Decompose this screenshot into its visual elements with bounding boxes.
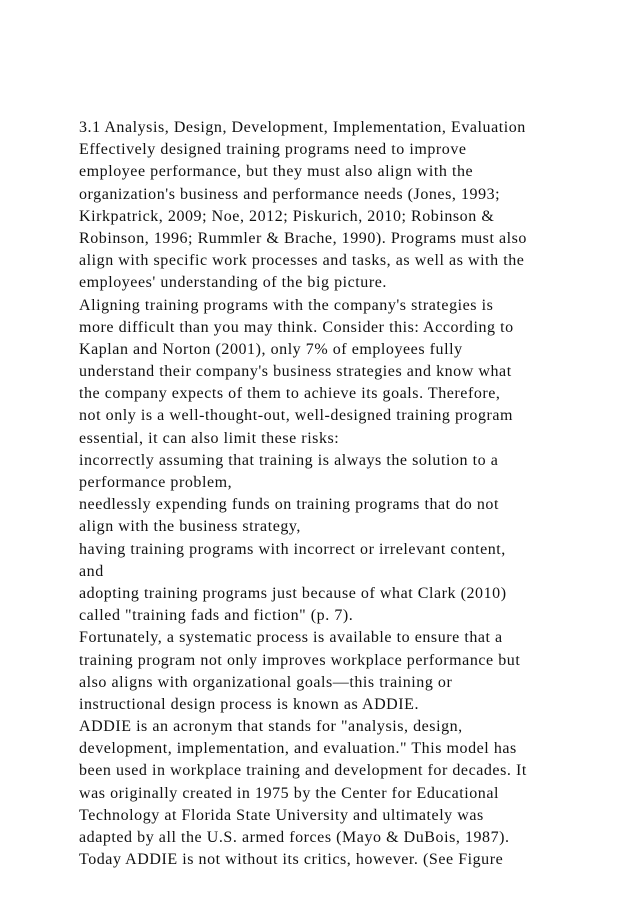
text-line: Effectively designed training programs need to improve <box>79 141 467 159</box>
text-line: and <box>79 562 104 580</box>
text-line: employees' understanding of the big picture. <box>79 274 387 292</box>
text-line: performance problem, <box>79 474 233 491</box>
heading-line: 3.1 Analysis, Design, Development, Implementation, Evaluation <box>79 119 526 136</box>
text-line: training program not only improves workplace performance but <box>79 651 521 669</box>
text-line: understand their company's business strategies and know what <box>79 363 512 381</box>
body-text <box>79 117 579 871</box>
text-line: Kirkpatrick, 2009; Noe, 2012; Piskurich, 2010; Robinson & <box>79 207 495 225</box>
text-line: also aligns with organizational goals—this training or <box>79 673 453 691</box>
text-line: adapted by all the U.S. armed forces (Mayo & DuBois, 1987). <box>79 829 510 846</box>
text-line: been used in workplace training and development for decades. It <box>79 762 527 780</box>
text-line: was originally created in 1975 by the Center for Educational <box>79 784 499 802</box>
text-line: Aligning training programs with the company's strategies is <box>79 296 494 314</box>
text-line: ADDIE is an acronym that stands for "analysis, design, <box>79 718 463 736</box>
text-line: align with the business strategy, <box>79 518 301 536</box>
text-line: Fortunately, a systematic process is available to ensure that a <box>79 629 503 647</box>
text-line: Kaplan and Norton (2001), only 7% of employees fully <box>79 340 463 358</box>
text-line: adopting training programs just because of what Clark (2010) <box>79 584 507 602</box>
text-line: development, implementation, and evaluation." This model has <box>79 740 517 758</box>
text-line: Today ADDIE is not without its critics, however. (See Figure <box>79 851 504 869</box>
text-line: instructional design process is known as ADDIE. <box>79 695 420 713</box>
text-line: organization's business and performance needs (Jones, 1993; <box>79 185 501 203</box>
text-line: having training programs with incorrect or irrelevant content, <box>79 540 506 558</box>
text-line: incorrectly assuming that training is always the solution to a <box>79 451 499 469</box>
text-line: the company expects of them to achieve its goals. Therefore, <box>79 385 501 403</box>
text-line: more difficult than you may think. Consider this: According to <box>79 318 514 336</box>
text-line: needlessly expending funds on training programs that do not <box>79 496 499 514</box>
text-line: align with specific work processes and tasks, as well as with the <box>79 252 525 270</box>
text-line: Technology at Florida State University and ultimately was <box>79 806 484 824</box>
text-line: employee performance, but they must also align with the <box>79 163 474 181</box>
text-line: not only is a well-thought-out, well-designed training program <box>79 407 514 425</box>
text-line: called "training fads and fiction" (p. 7). <box>79 607 354 625</box>
text-line: Robinson, 1996; Rummler & Brache, 1990). Programs must also <box>79 229 527 247</box>
text-line: essential, it can also limit these risks: <box>79 429 340 447</box>
